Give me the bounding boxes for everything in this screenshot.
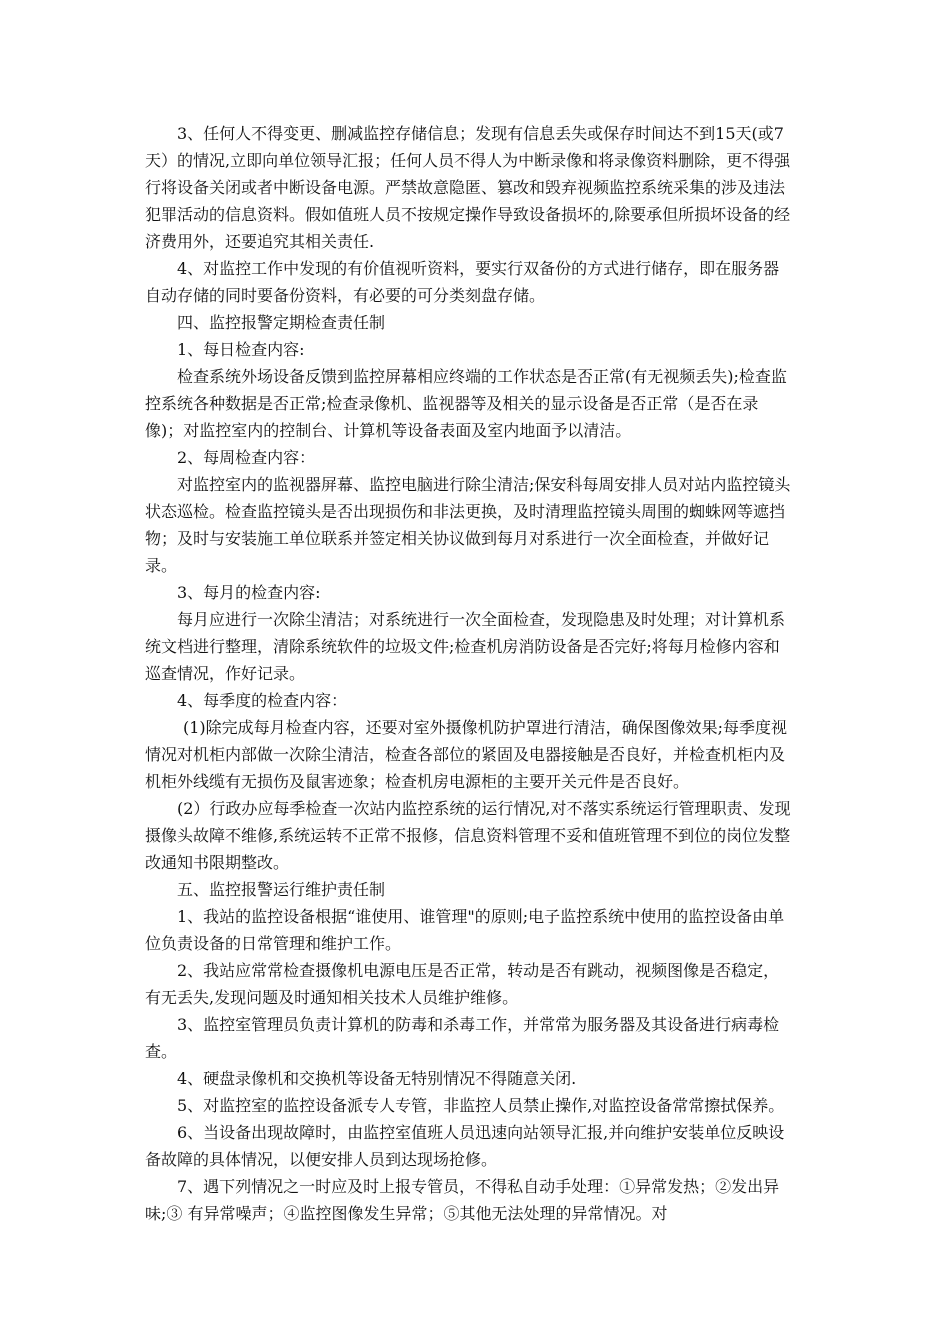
- paragraph: 对监控室内的监视器屏幕、监控电脑进行除尘清洁;保安科每周安排人员对站内监控镜头状态巡检。检查监控镜头是否出现损伤和非法更换，及时清理监控镜头周围的蜘蛛网等遮挡物；及时与安装施工单位联系并签定相关协议做到每月对系进行一次全面检查，并做好记录。: [145, 475, 791, 575]
- paragraph: 2、我站应常常检查摄像机电源电压是否正常，转动是否有跳动，视频图像是否稳定，有无丢失,发现问题及时通知相关技术人员维护维修。: [145, 961, 780, 1007]
- paragraph: 7、遇下列情况之一时应及时上报专管员，不得私自动手处理：①异常发热；②发出异味;③ 有异常噪声；④监控图像发生异常；⑤其他无法处理的异常情况。对: [145, 1177, 780, 1223]
- subheading: 1、每日检查内容:: [177, 340, 305, 359]
- paragraph: 4、硬盘录像机和交换机等设备无特别情况不得随意关闭.: [177, 1069, 577, 1088]
- paragraph: 3、任何人不得变更、删减监控存储信息；发现有信息丢失或保存时间达不到15天(或7天）的情况,立即向单位领导汇报；任何人员不得人为中断录像和将录像资料删除，更不得强行将设备关闭或者中断设备电源。严禁故意隐匿、篡改和毁弃视频监控系统采集的涉及违法犯罪活动的信息资料。假如值班人员不按规定操作导致设备损坏的,除要承但所损坏设备的经济费用外，还要追究其相关责任.: [145, 124, 791, 251]
- paragraph: 1、我站的监控设备根据“谁使用、谁管理"的原则;电子监控系统中使用的监控设备由单位负责设备的日常管理和维护工作。: [145, 907, 785, 953]
- section-heading: 四、监控报警定期检查责任制: [177, 313, 386, 332]
- paragraph: (1)除完成每月检查内容，还要对室外摄像机防护罩进行清洁，确保图像效果;每季度视情况对机柜内部做一次除尘清洁，检查各部位的紧固及电器接触是否良好，并检查机柜内及机柜外线缆有无损伤及鼠害迹象；检查机房电源柜的主要开关元件是否良好。: [145, 718, 788, 791]
- paragraph: 每月应进行一次除尘清洁；对系统进行一次全面检查，发现隐患及时处理；对计算机系统文档进行整理，清除系统软件的垃圾文件;检查机房消防设备是否完好;将每月检修内容和巡查情况，作好记录。: [145, 610, 786, 683]
- subheading: 2、每周检查内容：: [177, 448, 316, 467]
- document-body: [145, 120, 795, 1227]
- subheading: 3、每月的检查内容:: [177, 583, 321, 602]
- paragraph: 5、对监控室的监控设备派专人专管，非监控人员禁止操作,对监控设备常常擦拭保养。: [177, 1096, 785, 1115]
- section-heading: 五、监控报警运行维护责任制: [177, 880, 386, 899]
- paragraph: (2）行政办应每季检查一次站内监控系统的运行情况,对不落实系统运行管理职责、发现摄像头故障不维修,系统运转不正常不报修，信息资料管理不妥和值班管理不到位的岗位发整改通知书限期整改。: [145, 799, 791, 872]
- paragraph: 6、当设备出现故障时，由监控室值班人员迅速向站领导汇报,并向维护安装单位反映设备故障的具体情况，以便安排人员到达现场抢修。: [145, 1123, 785, 1169]
- paragraph: 3、监控室管理员负责计算机的防毒和杀毒工作，并常常为服务器及其设备进行病毒检查。: [145, 1015, 780, 1061]
- paragraph: 4、对监控工作中发现的有价值视听资料，要实行双备份的方式进行储存，即在服务器自动存储的同时要备份资料，有必要的可分类刻盘存储。: [145, 259, 780, 305]
- paragraph: 检查系统外场设备反馈到监控屏幕相应终端的工作状态是否正常(有无视频丢失);检查监控系统各种数据是否正常;检查录像机、监视器等及相关的显示设备是否正常（是否在录像)；对监控室内的控制台、计算机等设备表面及室内地面予以清洁。: [145, 367, 787, 440]
- subheading: 4、每季度的检查内容：: [177, 691, 348, 710]
